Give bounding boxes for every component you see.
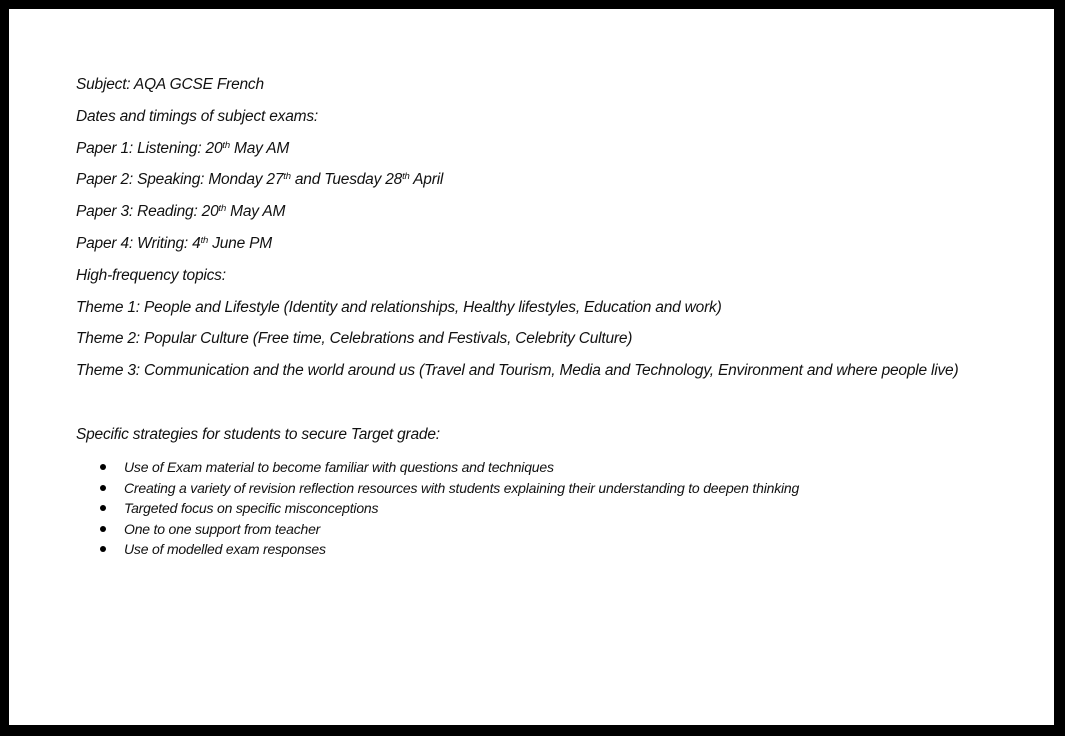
list-item: [100, 539, 799, 560]
paper-2-suffix-2: th: [402, 171, 410, 183]
bullet-icon: [100, 505, 106, 511]
strategy-text: Use of Exam material to become familiar with questions and techniques: [124, 459, 554, 475]
paper-4-suffix: th: [200, 234, 209, 246]
bullet-icon: [100, 546, 106, 552]
bullet-icon: [100, 485, 106, 491]
paper-3-text: Paper 3: Reading: 20: [76, 203, 219, 221]
paper-2-middle: and Tuesday 28: [290, 171, 403, 189]
spacer: [76, 393, 1036, 425]
bullet-icon: [100, 464, 106, 470]
paper-1-suffix: th: [222, 139, 230, 151]
document-body: [76, 75, 1036, 557]
subject-line: Subject: AQA GCSE French: [76, 76, 264, 93]
paper-3-rest: May AM: [226, 203, 286, 221]
paper-1-text: Paper 1: Listening: 20: [76, 139, 223, 157]
strategy-text: One to one support from teacher: [124, 520, 321, 537]
strategy-text: Use of modelled exam responses: [124, 541, 326, 557]
paper-2-rest: April: [409, 171, 444, 189]
theme-2-line: Theme 2: Popular Culture (Free time, Celebrations and Festivals, Celebrity Culture): [76, 330, 633, 348]
paper-3-line: [76, 202, 1036, 222]
paper-2-text: Paper 2: Speaking: Monday 27: [76, 171, 284, 189]
paper-2-suffix: th: [283, 171, 291, 183]
paper-4-text: Paper 4: Writing: 4: [76, 234, 201, 252]
paper-3-suffix: th: [218, 203, 227, 215]
strategy-text: Targeted focus on specific misconceptions: [124, 500, 379, 516]
paper-4-line: [76, 234, 1036, 254]
strategies-heading: Specific strategies for students to secure Target grade:: [76, 425, 440, 443]
paper-1-line: [76, 139, 1036, 159]
theme-3-line: Theme 3: Communication and the world around us (Travel and Tourism, Media and Technology, Environment and where people live): [76, 362, 959, 380]
strategies-list: [100, 457, 799, 560]
list-item: [100, 498, 799, 519]
paper-1-rest: May AM: [229, 139, 290, 157]
topics-heading: High-frequency topics:: [76, 266, 226, 284]
strategy-text: Creating a variety of revision reflection resources with students explaining their understanding to deepen thinking: [124, 479, 800, 496]
bullet-icon: [100, 526, 106, 532]
paper-4-rest: June PM: [208, 234, 272, 252]
list-item: [100, 457, 799, 478]
list-item: [100, 478, 799, 499]
paper-2-line: [76, 170, 1036, 190]
theme-1-line: Theme 1: People and Lifestyle (Identity and relationships, Healthy lifestyles, Education and work): [76, 298, 722, 316]
list-item: [100, 519, 799, 540]
dates-heading: Dates and timings of subject exams:: [76, 107, 318, 125]
